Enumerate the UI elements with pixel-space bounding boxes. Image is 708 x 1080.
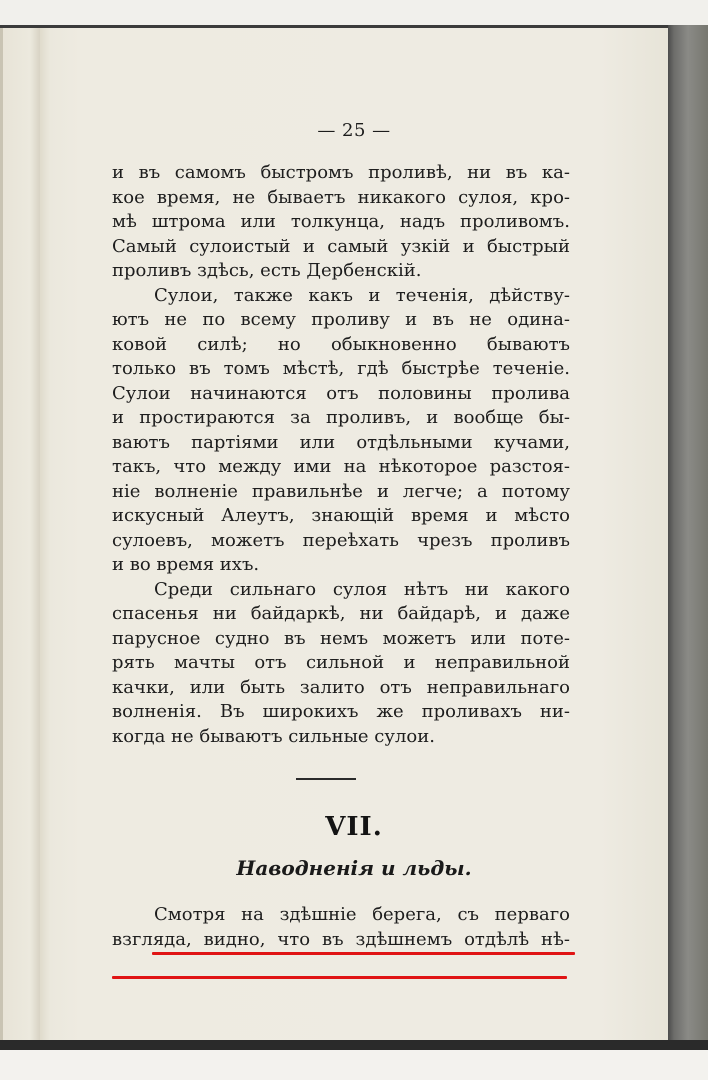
text-line: Смотря на здѣшніе берега, съ перваго (154, 904, 570, 925)
facing-page-sliver (0, 28, 40, 1040)
text-line: Самый сулоистый и самый узкій и быстрый (112, 235, 570, 257)
text-line: когда не бываютъ сильные сулои. (112, 725, 435, 747)
text-line: ваютъ партіями или отдѣльными кучами, (112, 431, 570, 453)
page-number: — 25 — (317, 120, 391, 141)
text-line: и во время ихъ. (112, 554, 260, 575)
section-divider (296, 778, 356, 780)
text-line: Среди сильнаго сулоя нѣтъ ни какого (154, 578, 570, 600)
text-line: проливъ здѣсь, есть Дербенскій. (112, 260, 422, 281)
text-line: волненія. Въ широкихъ же проливахъ ни- (112, 701, 570, 722)
text-line: искусный Алеутъ, знающій время и мѣсто (112, 505, 570, 526)
book-page (40, 28, 668, 1040)
text-line: взгляда, видно, что въ здѣшнемъ отдѣлѣ нѣ- (112, 928, 570, 950)
text-line: мѣ штрома или толкунца, надъ проливомъ. (112, 211, 570, 232)
text-line: ніе волненіе правильнѣе и легче; а потому (112, 480, 570, 502)
body-text (112, 161, 570, 749)
text-line: Сулои начинаются отъ половины пролива (112, 382, 570, 404)
scan-margin-top (0, 0, 708, 27)
text-line: только въ томъ мѣстѣ, гдѣ быстрѣе теченіе. (112, 358, 570, 379)
text-line: ковой силѣ; но обыкновенно бываютъ (112, 333, 570, 355)
text-line: кое время, не бываетъ никакого сулоя, кро- (112, 186, 570, 208)
section-title: Наводненія и льды. (236, 856, 472, 880)
book-cover-edge-bottom (0, 1040, 708, 1050)
text-line: парусное судно въ немъ можетъ или поте- (112, 627, 570, 649)
text-line: рять мачты отъ сильной и неправильной (112, 652, 570, 673)
text-line: и въ самомъ быстромъ проливѣ, ни въ ка- (112, 162, 570, 183)
red-underline-annotation (112, 976, 567, 979)
section-number: VII. (325, 812, 383, 842)
text-line: сулоевъ, можетъ переѣхать чрезъ проливъ (112, 529, 570, 551)
text-line: Сулои, также какъ и теченія, дѣйству- (154, 284, 570, 306)
red-underline-annotation (152, 952, 575, 955)
facing-page-edge (0, 28, 3, 1040)
text-line: качки, или быть залито отъ неправильнаго (112, 676, 570, 698)
text-line: ютъ не по всему проливу и въ не одина- (112, 309, 570, 330)
book-cover-edge-right (668, 25, 708, 1050)
text-line: такъ, что между ими на нѣкоторое разстоя- (112, 456, 570, 477)
scan-margin-bottom (0, 1050, 708, 1080)
section-body-text (112, 903, 570, 952)
text-line: и простираются за проливъ, и вообще бы- (112, 407, 570, 428)
text-line: спасенья ни байдаркѣ, ни байдарѣ, и даже (112, 603, 570, 624)
